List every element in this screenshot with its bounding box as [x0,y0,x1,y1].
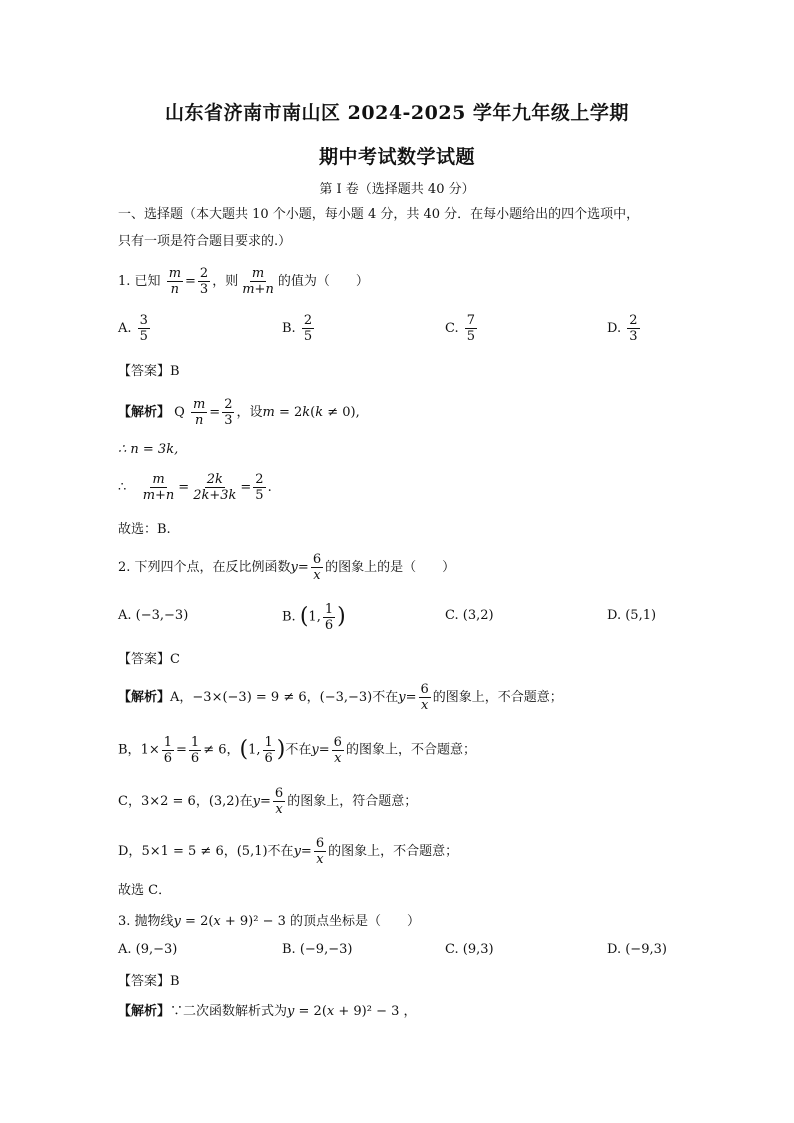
question-2: 2. 下列四个点，在反比例函数y= $\frac{6}{x}$ 的图象上的是（ ） [118,552,456,583]
title-line-1: 山东省济南市南山区 2024-2025 学年九年级上学期 [165,102,629,124]
section-instructions-1: 一、选择题（本大题共 10 个小题，每小题 4 分，共 40 分．在每小题给出的四个选项中， [118,207,640,222]
q3-answer: 【答案】B [118,974,180,989]
q3-option-d: D. (−9,3) [607,942,667,957]
volume-heading: 第 I 卷（选择题共 40 分） [319,182,475,197]
q1-option-d: D. $\frac{2}{3}$ [607,313,638,344]
q1-analysis-2: ∴ n = 3k, [118,442,179,457]
q1-suffix: 的值为（ ） [277,274,369,289]
q2-analysis-a: 【解析】A，−3×(−3) = 9 ≠ 6，(−3,−3)不在y= $\frac{6}{x}$ 的图象上，不合题意； [118,682,563,713]
q1-option-a: A. $\frac{3}{5}$ [118,313,148,344]
q2-answer: 【答案】C [118,652,180,667]
q2-option-a: A. (−3,−3) [118,608,189,623]
question-3: 3. 抛物线y = 2(x + 9)² − 3 的顶点坐标是（ ） [118,914,421,929]
q1-mid: ，则 [212,274,239,289]
q2-option-c: C. (3,2) [445,608,494,623]
q2-option-d: D. (5,1) [607,608,657,623]
q1-prefix: 1. 已知 [118,274,161,289]
q3-option-a: A. (9,−3) [118,942,178,957]
q2-option-b: B. (1, $\frac{1}{6}$ ) [282,601,346,633]
q3-option-b: B. (−9,−3) [282,942,353,957]
q3-analysis: 【解析】∵二次函数解析式为y = 2(x + 9)² − 3 ， [118,1004,417,1019]
q1-answer: 【答案】B [118,364,180,379]
q1-analysis-3: ∴ $\frac{m}{m+n}$ = $\frac{2k}{2k+3k}$ = $\frac{2}{5}$ . [118,472,272,503]
title-line-2: 期中考试数学试题 [318,146,475,168]
q2-analysis-c: C，3×2 = 6，(3,2)在y= $\frac{6}{x}$ 的图象上，符合题意； [118,786,418,817]
q1-option-c: C. $\frac{7}{5}$ [445,313,476,344]
q1-analysis-1: 【解析】 Q $\frac{m}{n}$ = $\frac{2}{3}$ ，设m = 2k(k ≠ 0), [118,397,360,428]
question-1: 1. 已知 $\frac{m}{n}$ = $\frac{2}{3}$ ，则 $\frac{m}{m+n}$ 的值为（ ） [118,266,369,297]
section-instructions-2: 只有一项是符合题目要求的.） [118,234,292,249]
q2-analysis-d: D，5×1 = 5 ≠ 6，(5,1)不在y= $\frac{6}{x}$ 的图象上，不合题意； [118,836,459,867]
q1-conclusion: 故选：B. [118,522,171,537]
q2-conclusion: 故选 C． [118,883,172,898]
q2-analysis-b: B，1× $\frac{1}{6}$ = $\frac{1}{6}$ ≠ 6，(1, $\frac{1}{6}$ )不在y= $\frac{6}{x}$ 的图象上，不合题意； [118,734,476,766]
q3-option-c: C. (9,3) [445,942,494,957]
q1-option-b: B. $\frac{2}{5}$ [282,313,313,344]
